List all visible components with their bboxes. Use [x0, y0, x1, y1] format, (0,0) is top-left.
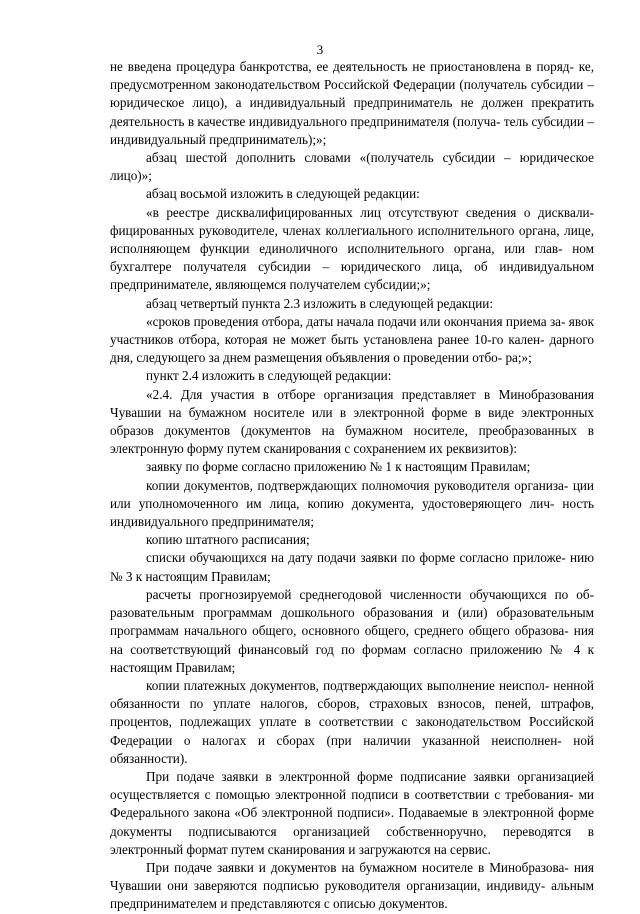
paragraph-amend-2-4: пункт 2.4 изложить в следующей редакции: [146, 368, 392, 384]
document-body [110, 58, 594, 914]
list-item-authority-docs: копии документов, подтверждающих полномочия руководителя организа- ции или уполномоченного им лица, копию документа, удостоверяющего лич- ность индивидуального предпринимателя; [110, 477, 594, 530]
list-item-payment-docs: копии платежных документов, подтверждающих выполнение неиспол- ненной обязанности по уплате налогов, сборов, страховых взносов, пеней, штрафов, процентов, подлежащих уплате в соответствии с законодательством Российской Федерации о налогах и сборах (при наличии указанной неисполнен- ной обязанности). [110, 677, 594, 766]
paragraph-electronic-submission: При подаче заявки в электронной форме подписание заявки организацией осуществляется с помощью электронной подписи в соответствии с требования- ми Федерального закона «Об электронной подписи». Подаваемые в электронной форме документы подписываются организацией собственноручно, переводятся в электронный формат путем сканирования и загружаются на сервис. [110, 768, 594, 857]
list-item-staff-schedule: копию штатного расписания; [146, 532, 310, 548]
page-number: 3 [316, 42, 324, 57]
paragraph-2-4-intro: «2.4. Для участия в отборе организация представляет в Минобразования Чувашии на бумажном носителе или в электронной форме в виде электронных образов документов (документов на бумажном носителе, преобразованных в электронную форму путем сканирования с сохранением их реквизитов): [110, 386, 594, 457]
paragraph-eligibility-conditions: не введена процедура банкротства, ее деятельность не приостановлена в поряд- ке, предусмотренном законодательством Российской Федерации (получатель субсидии – юридическое лицо), а индивидуальный предприниматель не должен прекратить деятельность в качестве индивидуального предпринимателя (получа- тель субсидии – индивидуальный предприниматель);»; [110, 59, 594, 147]
list-item-student-lists: списки обучающихся на дату подачи заявки по форме согласно приложе- нию № 3 к настоящим Правилам; [110, 550, 594, 584]
paragraph-amend-eighth: абзац восьмой изложить в следующей редакции: [146, 186, 420, 202]
paragraph-amend-2-3: абзац четвертый пункта 2.3 изложить в следующей редакции: [146, 295, 494, 311]
paragraph-disqualified-registry: «в реестре дисквалифицированных лиц отсутствуют сведения о дисквали- фицированных руководителе, членах коллегиального исполнительного органа, лице, исполняющем функции единоличного исполнительного органа, или глав- ном бухгалтере получателя субсидии – юридического лица, об индивидуальном предпринимателе, являющемся получателем субсидии;»; [110, 204, 594, 293]
paragraph-selection-dates: «сроков проведения отбора, даты начала подачи или окончания приема за- явок участников отбора, которая не может быть установлена ранее 10-го кален- дарного дня, следующего за днем размещения объявления о проведении отбо- ра;»; [110, 313, 594, 366]
list-item-enrollment-forecast: расчеты прогнозируемой среднегодовой численности обучающихся по об- разовательным программам дошкольного образования и (или) образовательным программам начального общего, основного общего, среднего общего образова- ния на соответствующий финансовый год по формам согласно приложению № 4 к настоящим Правилам; [110, 586, 594, 675]
list-item-application-form: заявку по форме согласно приложению № 1 к настоящим Правилам; [146, 459, 531, 475]
paragraph-amend-sixth: абзац шестой дополнить словами «(получатель субсидии – юридическое лицо)»; [110, 150, 594, 184]
paragraph-paper-submission: При подаче заявки и документов на бумажном носителе в Минобразова- ния Чувашии они заверяются подписью руководителя организации, индивиду- альным предпринимателем и представляются с описью документов. [110, 859, 594, 912]
